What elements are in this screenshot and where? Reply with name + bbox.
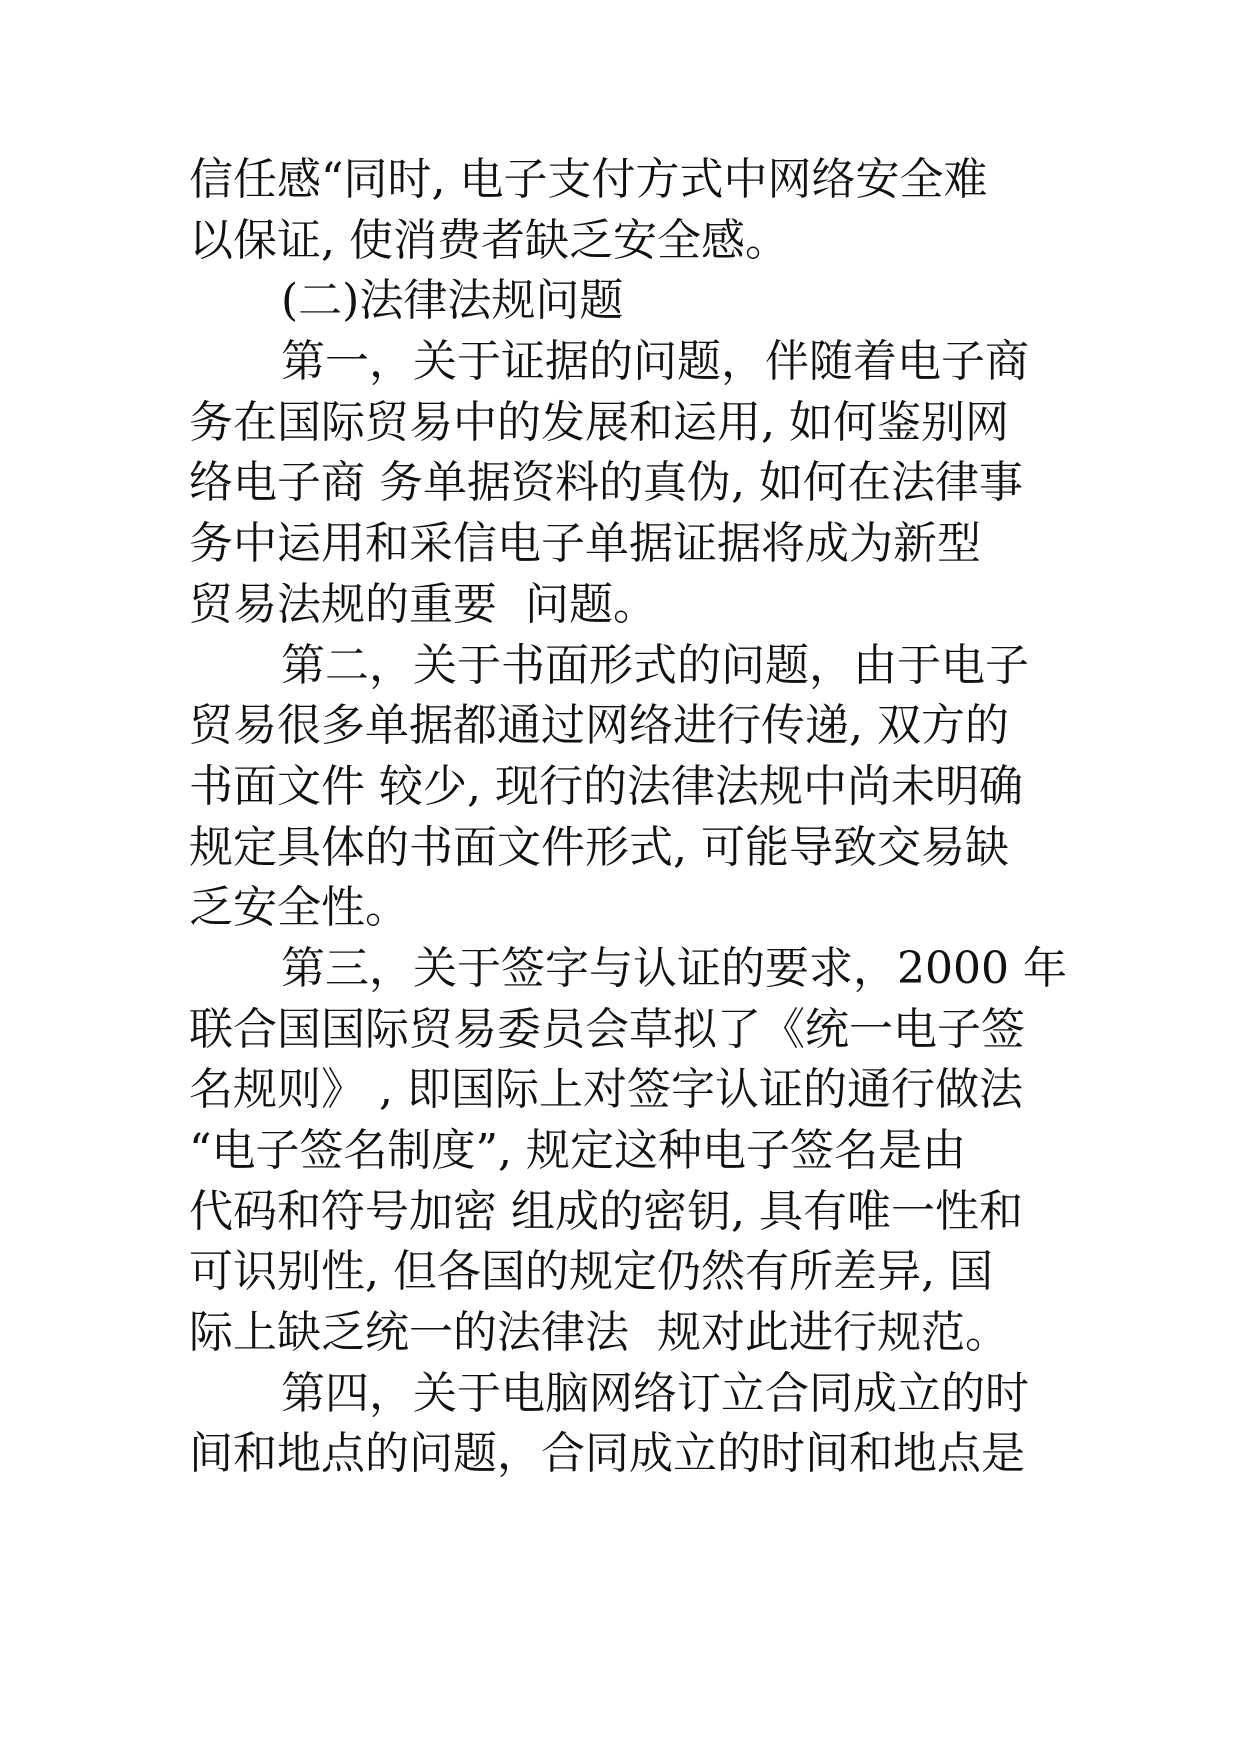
text-line: 第三，关于签字与认证的要求，2000 年 <box>281 942 1067 994</box>
text-line: 务中运用和采信电子单据证据将成为新型 <box>189 518 981 570</box>
text-line: 际上缺乏统一的法律法 规对此进行规范。 <box>189 1307 1009 1359</box>
text-line: 以保证, 使消费者缺乏安全感。 <box>189 214 789 266</box>
text-line: 乏安全性。 <box>189 882 409 934</box>
text-line: 贸易很多单据都通过网络进行传递, 双方的 <box>189 700 1009 752</box>
text-line: 联合国国际贸易委员会草拟了《统一电子签 <box>189 1003 1025 1055</box>
text-line: 间和地点的问题，合同成立的时间和地点是 <box>189 1428 1025 1480</box>
text-line: 络电子商 务单据资料的真伪, 如何在法律事 <box>189 457 1023 509</box>
text-line: 务在国际贸易中的发展和运用, 如何鉴别网 <box>189 396 1009 448</box>
document-body <box>189 150 1069 1485</box>
text-line: (二)法律法规问题 <box>281 275 624 327</box>
text-line: 书面文件 较少, 现行的法律法规中尚未明确 <box>189 760 1023 812</box>
text-line: 规定具体的书面文件形式, 可能导致交易缺 <box>189 821 1009 873</box>
text-line: 信任感“同时, 电子支付方式中网络安全难 <box>189 154 988 205</box>
text-line: “电子签名制度”, 规定这种电子签名是由 <box>189 1125 966 1176</box>
text-line: 代码和符号加密 组成的密钥, 具有唯一性和 <box>189 1185 1023 1237</box>
text-line: 第一，关于证据的问题，伴随着电子商 <box>281 336 1029 388</box>
text-line: 可识别性, 但各国的规定仍然有所差异, 国 <box>189 1246 993 1298</box>
text-line: 名规则》 , 即国际上对签字认证的通行做法 <box>189 1064 1023 1116</box>
text-line: 第二，关于书面形式的问题，由于电子 <box>281 639 1029 691</box>
text-line: 贸易法规的重要 问题。 <box>189 578 657 630</box>
text-line: 第四，关于电脑网络订立合同成立的时 <box>281 1367 1029 1419</box>
